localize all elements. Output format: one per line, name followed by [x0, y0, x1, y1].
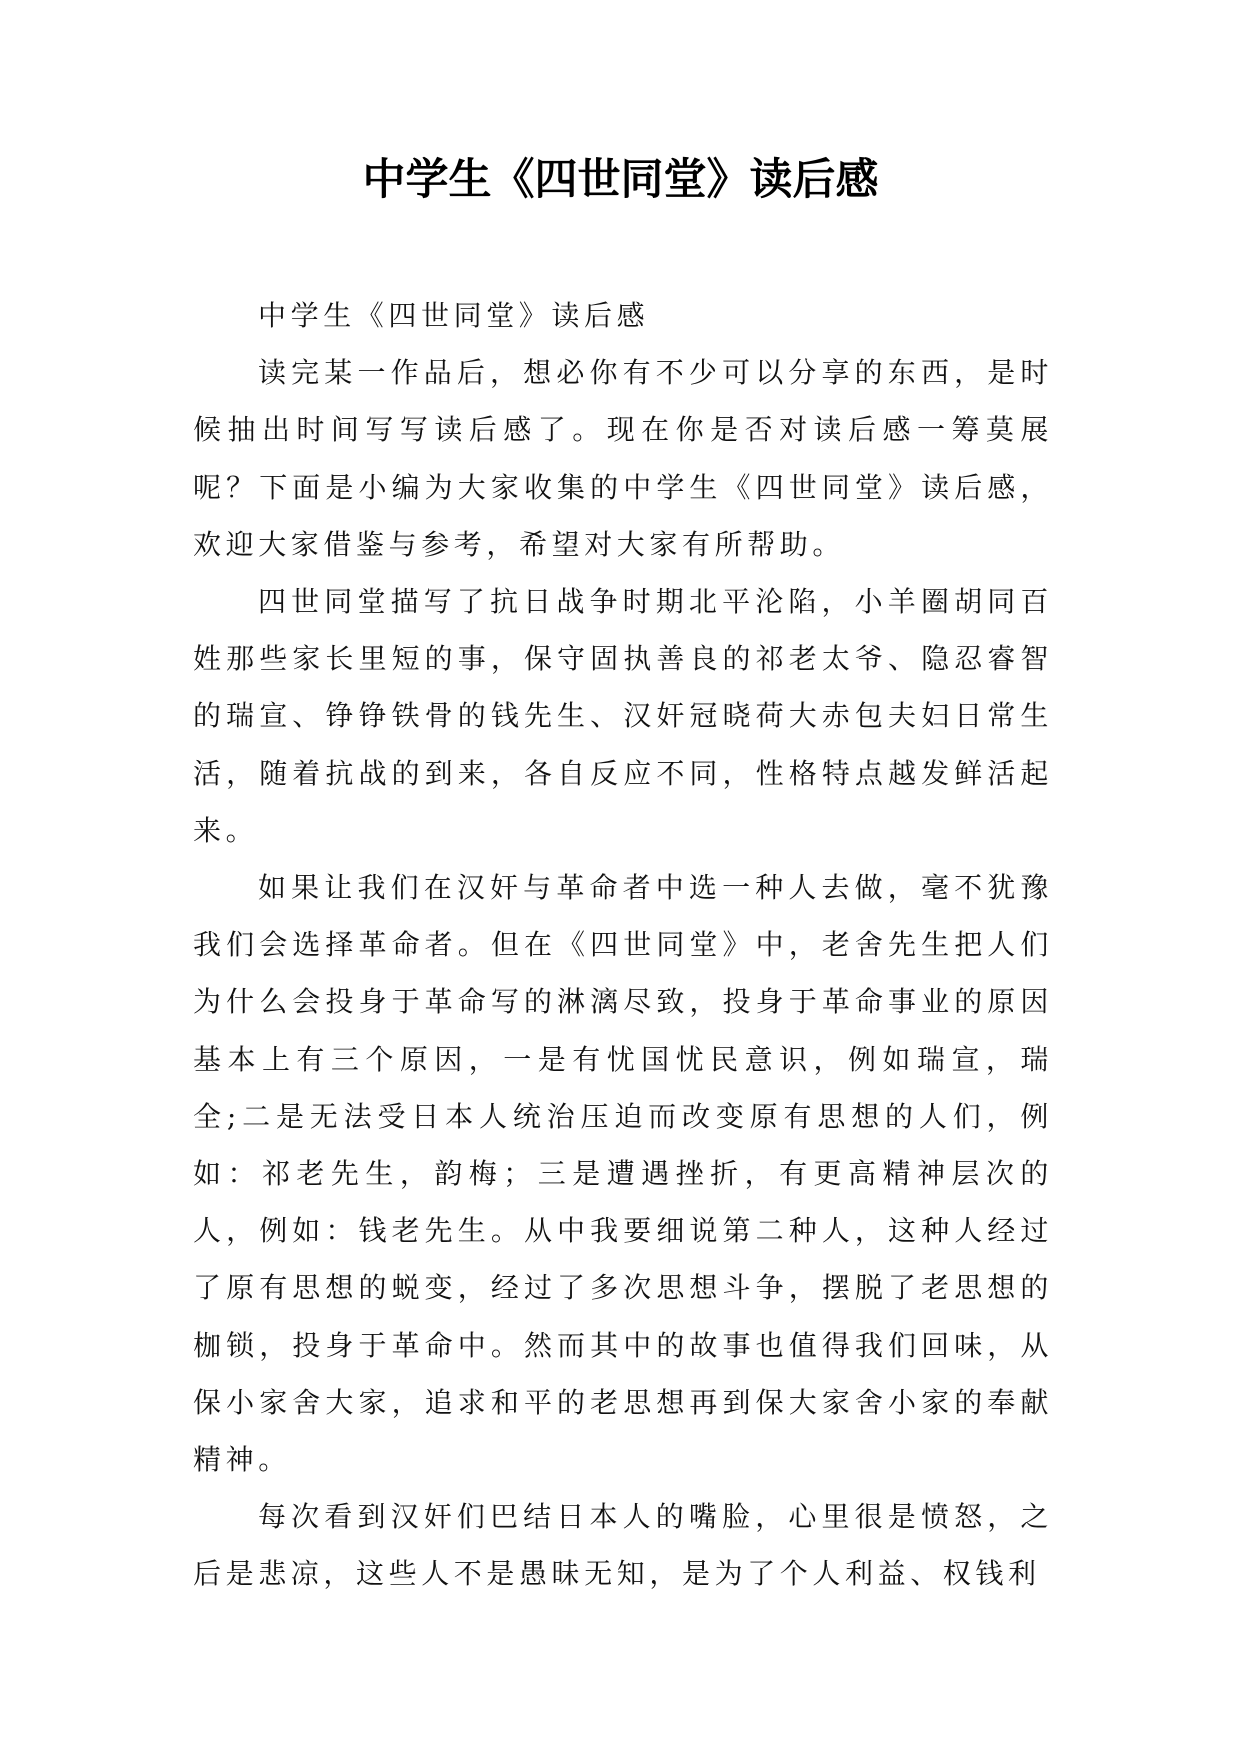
- document-body: [193, 287, 1053, 1603]
- paragraph: 中学生《四世同堂》读后感: [258, 299, 650, 332]
- paragraph: 读完某一作品后，想必你有不少可以分享的东西，是时候抽出时间写写读后感了。现在你是否对读后感一筹莫展呢？下面是小编为大家收集的中学生《四世同堂》读后感，欢迎大家借鉴与参考，希望对大家有所帮助。: [193, 356, 1053, 561]
- document-title: 中学生《四世同堂》读后感: [362, 155, 879, 205]
- paragraph: 每次看到汉奸们巴结日本人的嘴脸，心里很是愤怒，之后是悲凉，这些人不是愚昧无知，是为了个人利益、权钱利: [193, 1500, 1053, 1591]
- paragraph: 四世同堂描写了抗日战争时期北平沦陷，小羊圈胡同百姓那些家长里短的事，保守固执善良的祁老太爷、隐忍睿智的瑞宣、铮铮铁骨的钱先生、汉奸冠晓荷大赤包夫妇日常生活，随着抗战的到来，各自反应不同，性格特点越发鲜活起来。: [193, 585, 1053, 847]
- paragraph: 如果让我们在汉奸与革命者中选一种人去做，毫不犹豫我们会选择革命者。但在《四世同堂》中，老舍先生把人们为什么会投身于革命写的淋漓尽致，投身于革命事业的原因基本上有三个原因，一是有忧国忧民意识，例如瑞宣，瑞全;二是无法受日本人统治压迫而改变原有思想的人们，例如：祁老先生，韵梅；三是遭遇挫折，有更高精神层次的人，例如：钱老先生。从中我要细说第二种人，这种人经过了原有思想的蜕变，经过了多次思想斗争，摆脱了老思想的枷锁，投身于革命中。然而其中的故事也值得我们回味，从保小家舍大家，追求和平的老思想再到保大家舍小家的奉献精神。: [193, 871, 1053, 1477]
